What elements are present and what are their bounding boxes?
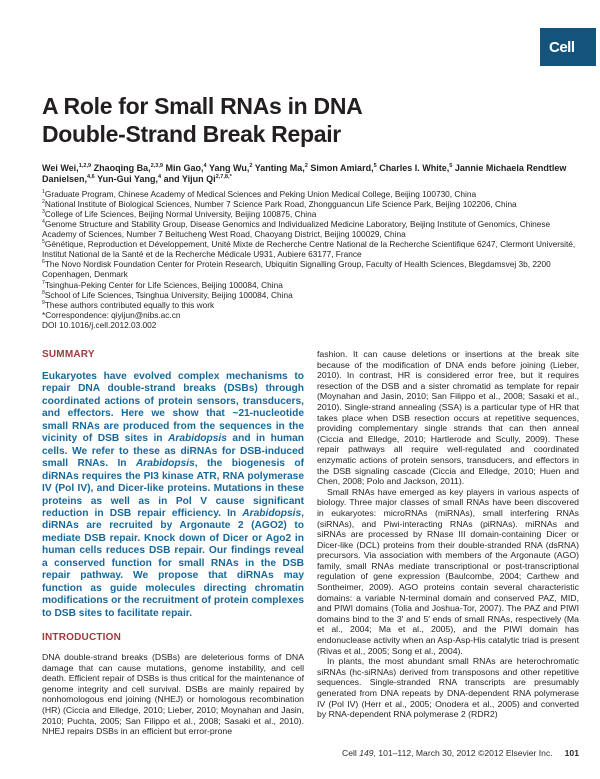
left-column <box>42 349 304 737</box>
doi-line: DOI 10.1016/j.cell.2012.03.002 <box>42 320 157 331</box>
page-footer <box>42 748 579 758</box>
affiliation-2: $^2$National Institute of Biological Sciences, Number 7 Science Park Road, Zhongguancun Life Science Park, Beijing 102206, China <box>42 198 517 209</box>
introduction-paragraph-2: fashion. It can cause deletions or insertions at the break site because of the modification of DNA ends before joining (Lieber, 2010). In contrast, HR is considered error free, but it requires resection of the DSB and a sister chromatid as template for repair (Moynahan and Jasin, 2010; San Filippo et al., 2008; Sasaki et al., 2010). Single-strand annealing (SSA) is a particular type of HR that takes place when DSB resection occurs at repetitive sequences, providing complementary single strands that can then anneal (Ciccia and Elledge, 2010; Hartlerode and Scully, 2009). These repair pathways all require well-regulated and coordinated enzymatic actions of protein sensors, transducers, and effectors in the DSB signaling cascade (Ciccia and Elledge, 2010; Huen and Chen, 2008; Polo and Jackson, 2011). <box>317 349 579 487</box>
affiliation-4: $^4$Genome Structure and Stability Group, Disease Genomics and Individualized Medicine Laboratory, Beijing Institute of Genomics, Chinese Academy of Sciences, Number 7 Beitucheng West Road, Chaoyang District, Beijing 100029, China <box>42 218 551 240</box>
affiliation-1: $^1$Graduate Program, Chinese Academy of Medical Sciences and Peking Union Medical College, Beijing 100730, China <box>42 188 477 199</box>
introduction-paragraph-1: DNA double-strand breaks (DSBs) are deleterious forms of DNA damage that can cause mutations, genome instability, and cell death. Efficient repair of DSBs is thus critical for the maintenance of genome integrity and cell survival. DSBs are mainly repaired by nonhomologous end joining (NHEJ) or homologous recombination (HR) (Ciccia and Elledge, 2010; Lieber, 2010; Moynahan and Jasin, 2010; Puchta, 2005; San Filippo et al., 2008; Sasaki et al., 2010). NHEJ repairs DSBs in an efficient but error-prone <box>42 652 304 737</box>
correspondence-line[interactable]: *Correspondence: qiyijun@nibs.ac.cn <box>42 309 181 320</box>
page-number: 101 <box>564 748 579 758</box>
article-title-line1: A Role for Small RNAs in DNA <box>42 93 363 119</box>
affiliations-block <box>42 189 579 331</box>
right-column <box>317 349 579 720</box>
article-body <box>42 349 579 737</box>
author-list: Wei Wei,$^{1,2,9}$ Zhaoqing Ba,$^{2,3,9}$ Min Gao,$^4$ Yang Wu,$^2$ Yanting Ma,$^2$ Simon Amiard,$^5$ Charles I. White,$^5$ Jannie Michaela Rendtlew Danielsen,$^{4,6}$ Yun-Gui Yang,$^4$ and Yijun $Qi^{2,7,8,*}$ <box>42 163 567 185</box>
affiliation-7: $^7$Tsinghua-Peking Center for Life Sciences, Beijing 100084, China <box>42 279 283 290</box>
article-title <box>42 92 579 148</box>
equal-contribution-note: $^9$These authors contributed equally to this work <box>42 299 215 310</box>
article-title-line2: Double-Strand Break Repair <box>42 121 341 148</box>
introduction-heading: INTRODUCTION <box>42 632 122 644</box>
introduction-paragraph-4: In plants, the most abundant small RNAs are heterochromatic siRNAs (hc-siRNAs) derived from transposons and other repetitive sequences. Single-stranded RNA transcripts are presumably generated from DNA repeats by DNA-dependent RNA polymerase IV (Pol IV) (Herr et al., 2005; Onodera et al., 2005) and converted by RNA-dependent RNA polymerase 2 (RDR2) <box>317 656 579 720</box>
affiliation-5: $^5$Génétique, Reproduction et Développement, Unité Mixte de Recherche Centre National de la Recherche Scientifique 6247, Clermont Université, Institut National de la Santé et de la Recherche Médicale U931, Aubiere 63177, France <box>42 239 576 260</box>
front-matter <box>42 92 579 330</box>
introduction-paragraph-3: Small RNAs have emerged as key players in various aspects of biology. Three major classes of small RNAs have been discovered in eukaryotes: microRNAs (miRNAs), small interfering RNAs (siRNAs), and Piwi-interacting RNAs (piRNAs). miRNAs and siRNAs are processed by RNase III domain-containing Dicer or Dicer-like (DCL) proteins from their double-stranded RNA (dsRNA) precursors. Via association with members of the Argonaute (AGO) family, small RNAs mediate transcriptional or post-transcriptional regulation of gene expression (Baulcombe, 2004; Carthew and Sontheimer, 2009). AGO proteins contain several characteristic domains: a variable N-terminal domain and conserved PAZ, MID, and PIWI domains (Tolia and Joshua-Tor, 2007). The PAZ and PIWI domains bind to the 3′ and 5′ ends of small RNAs, respectively (Ma et al., 2004; Ma et al., 2005), and the PIWI domain has endonuclease activity when an Asp-Asp-His catalytic triad is present (Rivas et al., 2005; Song et al., 2004). <box>317 486 579 656</box>
cell-logo-text: Cell <box>549 38 575 56</box>
cell-journal-logo <box>540 28 596 66</box>
affiliation-6: $^6$The Novo Nordisk Foundation Center for Protein Research, Ubiquitin Signalling Group, Faculty of Health Sciences, Blegdamsvej 3b, 2200 Copenhagen, Denmark <box>42 259 551 280</box>
footer-citation: Cell 149, 101–112, March 30, 2012 ©2012 Elsevier Inc. <box>341 748 553 758</box>
summary-text: Eukaryotes have evolved complex mechanisms to repair DNA double-strand breaks (DSBs) through coordinated actions of protein sensors, transducers, and effectors. Here we show that ~21-nucleotide small RNAs are produced from the sequences in the vicinity of DSB sites in Arabidopsis and in human cells. We refer to these as diRNAs for DSB-induced small RNAs. In Arabidopsis, the biogenesis of diRNAs requires the PI3 kinase ATR, RNA polymerase IV (Pol IV), and Dicer-like proteins. Mutations in these proteins as well as in Pol V cause significant reduction in DSB repair efficiency. In Arabidopsis, diRNAs are recruited by Argonaute 2 (AGO2) to mediate DSB repair. Knock down of Dicer or Ago2 in human cells reduces DSB repair. Our findings reveal a conserved function for small RNAs in the DSB repair pathway. We propose that diRNAs may function as guide molecules directing chromatin modifications or the recruitment of protein complexes to DSB sites to facilitate repair. <box>42 371 304 619</box>
affiliation-8: $^8$School of Life Sciences, Tsinghua University, Beijing 100084, China <box>42 289 293 300</box>
summary-heading: SUMMARY <box>42 349 95 360</box>
affiliation-3: $^3$College of Life Sciences, Beijing Normal University, Beijing 100875, China <box>42 208 317 219</box>
